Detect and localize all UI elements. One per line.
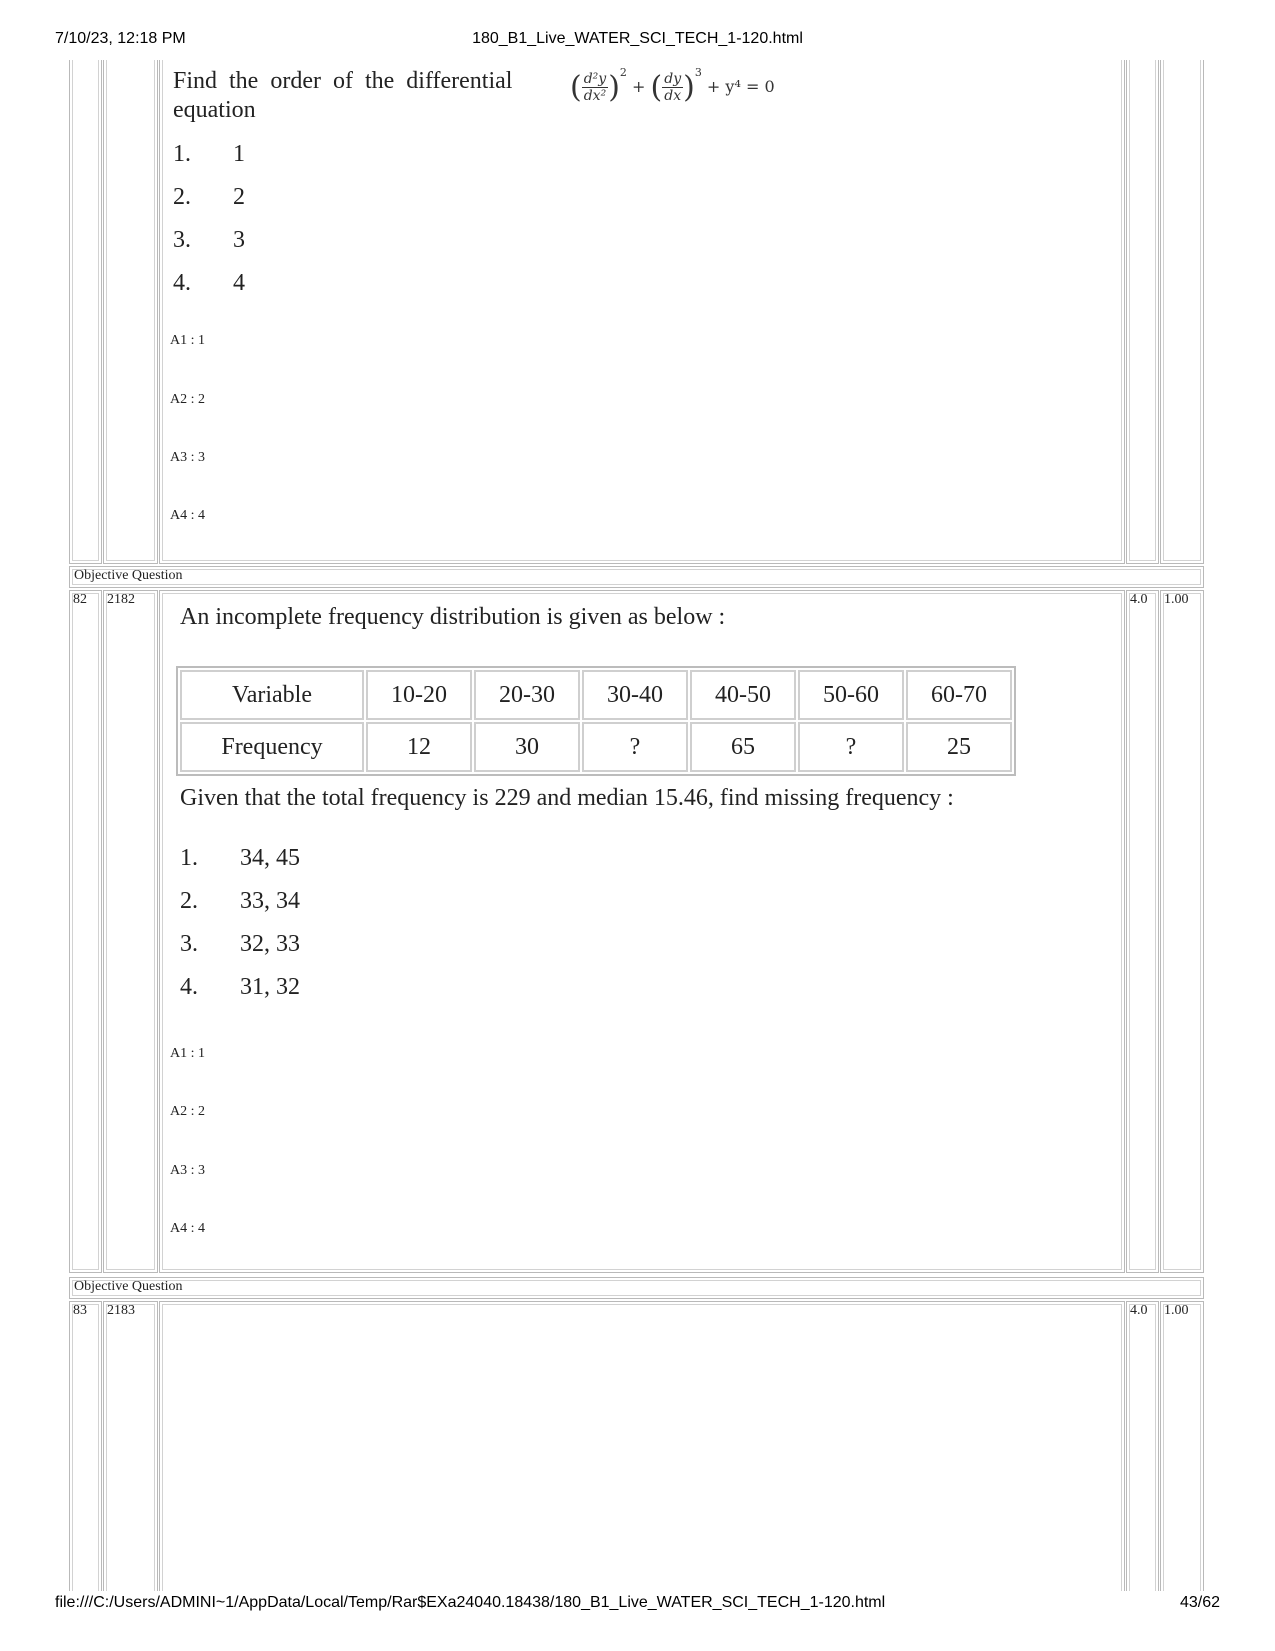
table-cell: 40-50 — [690, 670, 796, 720]
option-text: 34, 45 — [240, 845, 300, 871]
q82-marks: 4.0 — [1130, 592, 1148, 607]
table-cell: 10-20 — [366, 670, 472, 720]
q82-option-2 — [180, 888, 300, 915]
q82-serial-number: 82 — [73, 592, 87, 607]
q83-type-label: Objective Question — [74, 1279, 183, 1294]
eq-tail: + y⁴ = 0 — [706, 77, 775, 96]
q82-option-3 — [180, 931, 300, 958]
eq-frac2-num: dy — [664, 71, 682, 87]
table-cell: 50-60 — [798, 670, 904, 720]
table-cell: Frequency — [180, 722, 364, 772]
q82-qid-cell — [103, 590, 158, 1273]
option-number: 2. — [173, 184, 191, 210]
print-page-number: 43/62 — [1179, 1594, 1220, 1611]
q82-question-text: An incomplete frequency distribution is given as below : — [180, 604, 726, 630]
eq-plus: + — [632, 77, 646, 96]
table-cell: ? — [798, 722, 904, 772]
q81-equation: ( $\frac{\text{d²y}}{\text{dx²}}$ )$^2$ + ( $\frac{dy}{dx}$ )$^3$ + y⁴ = 0 — [570, 66, 775, 105]
q81-marks-cell — [1126, 60, 1159, 564]
option-number: 3. — [180, 931, 198, 957]
q81-option-1 — [173, 141, 245, 168]
table-cell: 60-70 — [906, 670, 1012, 720]
q82-answer-3: A3 : 3 — [170, 1163, 205, 1178]
q83-question-id: 2183 — [107, 1303, 135, 1318]
option-number: 3. — [173, 227, 191, 253]
q83-serial-number: 83 — [73, 1303, 87, 1318]
table-row — [180, 670, 1012, 720]
q81-qid-cell — [103, 60, 158, 564]
q82-question-id: 2182 — [107, 592, 135, 607]
table-cell: 65 — [690, 722, 796, 772]
eq-frac1-num: d²y — [583, 71, 607, 87]
q82-option-1 — [180, 845, 300, 872]
option-text: 4 — [233, 270, 245, 296]
q81-negative-cell — [1160, 60, 1204, 564]
q81-question-line1: Find the order of the differential — [173, 68, 513, 94]
option-text: 33, 34 — [240, 888, 300, 914]
table-cell: 20-30 — [474, 670, 580, 720]
table-cell: 25 — [906, 722, 1012, 772]
table-cell: Variable — [180, 670, 364, 720]
q81-option-3 — [173, 227, 245, 254]
q82-marks-cell — [1126, 590, 1159, 1273]
q82-type-label: Objective Question — [74, 568, 183, 583]
q81-answer-4: A4 : 4 — [170, 508, 205, 523]
q82-negative-marks: 1.00 — [1164, 592, 1189, 607]
q82-option-4 — [180, 974, 300, 1001]
q81-content-cell — [159, 60, 1125, 564]
q83-marks: 4.0 — [1130, 1303, 1148, 1318]
q81-question-line2: equation — [173, 97, 256, 123]
q83-sno-cell — [69, 1301, 102, 1591]
q83-type-row — [69, 1277, 1204, 1299]
table-row — [180, 722, 1012, 772]
q81-answer-2: A2 : 2 — [170, 392, 205, 407]
table-cell: 12 — [366, 722, 472, 772]
table-cell: 30-40 — [582, 670, 688, 720]
print-file-path: file:///C:/Users/ADMINI~1/AppData/Local/Temp/Rar$EXa24040.18438/180_B1_Live_WATER_SCI_TECH_1-120.html — [55, 1594, 886, 1611]
q82-frequency-table — [176, 666, 1016, 776]
option-number: 1. — [180, 845, 198, 871]
q82-answer-4: A4 : 4 — [170, 1221, 205, 1236]
option-text: 1 — [233, 141, 245, 167]
q83-negative-cell — [1160, 1301, 1204, 1591]
q82-given-text: Given that the total frequency is 229 and median 15.46, find missing frequency : — [180, 785, 954, 811]
eq-exp1: 2 — [619, 66, 627, 79]
option-text: 3 — [233, 227, 245, 253]
option-text: 31, 32 — [240, 974, 300, 1000]
option-text: 2 — [233, 184, 245, 210]
print-title: 180_B1_Live_WATER_SCI_TECH_1-120.html — [472, 30, 803, 47]
option-number: 4. — [180, 974, 198, 1000]
q82-answer-1: A1 : 1 — [170, 1046, 205, 1061]
q81-answer-1: A1 : 1 — [170, 333, 205, 348]
q82-negative-cell — [1160, 590, 1204, 1273]
q82-type-row — [69, 566, 1204, 588]
q83-qid-cell — [103, 1301, 158, 1591]
option-number: 2. — [180, 888, 198, 914]
q83-negative-marks: 1.00 — [1164, 1303, 1189, 1318]
q81-sno-cell — [69, 60, 102, 564]
table-cell: 30 — [474, 722, 580, 772]
table-cell: ? — [582, 722, 688, 772]
eq-frac2-den: dx — [664, 88, 682, 104]
q81-option-4 — [173, 270, 245, 297]
q82-answer-2: A2 : 2 — [170, 1104, 205, 1119]
eq-frac1-den: dx² — [583, 88, 607, 104]
q82-sno-cell — [69, 590, 102, 1273]
option-number: 1. — [173, 141, 191, 167]
eq-exp2: 3 — [694, 66, 702, 79]
q81-answer-3: A3 : 3 — [170, 450, 205, 465]
q83-marks-cell — [1126, 1301, 1159, 1591]
print-datetime: 7/10/23, 12:18 PM — [55, 30, 186, 47]
option-text: 32, 33 — [240, 931, 300, 957]
q83-content-cell — [159, 1301, 1125, 1591]
option-number: 4. — [173, 270, 191, 296]
q81-option-2 — [173, 184, 245, 211]
